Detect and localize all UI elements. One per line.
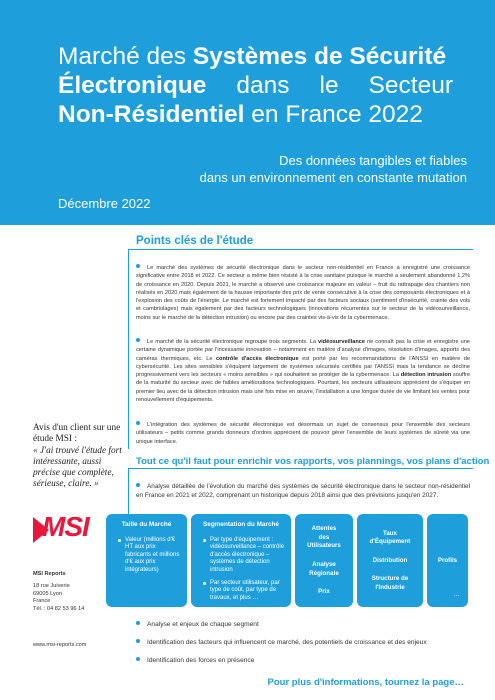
box-segmentation-title: Segmentation du Marché: [203, 521, 279, 528]
box-expectations-line-1: Attentes: [311, 525, 337, 533]
msi-logo: [33, 511, 89, 547]
key-points-vertical-rule: [128, 249, 129, 449]
title-line-1-part-2: Systèmes de Sécurité: [192, 43, 447, 70]
header-banner: [0, 0, 495, 225]
key-point-2-text-e: est porté par les recommandations de l'ANSSI en matière de cybersécurité. Les sites sensibles s'équipent largement de systèmes sécurisés certifiés par l'ANSSI mais la tendance se décline progressivement vers les secteurs « moins sensibles » qui souhaitent se protéger de la cybermenace. La: [136, 355, 470, 379]
bullet-icon: [136, 338, 140, 342]
box-regional-line-1: Analyse: [312, 561, 336, 568]
box-equipment-rate: [357, 514, 423, 607]
report-title: [58, 42, 453, 129]
more-indicator: …: [448, 590, 465, 603]
cta-divider: [128, 468, 473, 469]
bullet-icon: [136, 483, 140, 487]
cta-headline: Tout ce qu'il faut pour enrichir vos rapports, vos plannings, vos plans d'action: [136, 456, 490, 467]
key-point-1: [136, 264, 470, 322]
key-point-2-text-g: souffre de la maturité du secteur avec de faibles améliorations technologiques. Pourtant, les secteurs utilisateurs apprécient de s'équiper en premier lieu avec de la détection intrusion mais une fois mise en œuvre, l'installation a une longue durée de vie limitant les ventes pour renouvellement d'équipements.: [136, 372, 470, 404]
testimonial-intro: Avis d'un client sur une étude MSI :: [33, 423, 121, 445]
analysis-text: Analyse détaillée de l'évolution du marché des systèmes de sécurité électronique dans le secteur non-résidentiel en France en 2021 et 2022, comprenant un historique depuis 2018 ainsi que des prévisions jusqu'en 2027.: [136, 483, 470, 499]
box-price: Prix: [318, 588, 330, 596]
company-address-2: 69005 Lyon: [33, 590, 63, 597]
title-line-2-part-2: dans le Secteur: [206, 72, 453, 99]
key-point-2: [136, 338, 470, 404]
key-point-3: [136, 421, 470, 446]
key-point-2-bold-access: contrôle d'accès électronique: [215, 355, 299, 362]
list-item-3-text: Identification des forces en présence: [147, 657, 255, 664]
key-points-divider: [128, 249, 473, 250]
company-website[interactable]: www.msi-reports.com: [33, 642, 87, 648]
box-expectations-line-2: des: [318, 533, 330, 541]
key-points-title: Points clés de l'étude: [136, 235, 254, 247]
key-point-2-bold-video: vidéosurveillance: [318, 339, 365, 345]
box-market-size-title: Taille du Marché: [121, 521, 172, 528]
list-item-1-text: Analyse et enjeux de chaque segment: [147, 621, 259, 628]
bullet-icon: [136, 657, 140, 661]
company-info: [33, 571, 84, 613]
box-equipment-line-1: Taux: [383, 529, 397, 537]
box-user-expectations: [295, 514, 353, 607]
key-point-1-text: Le marché des systèmes de sécurité électronique dans le secteur non-résidentiel en France a enregistré une croissance significative entre 2018 et 2022. Ce secteur a même bien résisté à la crise sanitaire puisque le marché a seulement abandonné 1,2% de croissance en 2020. Depuis 2021, le marché a observé une croissance majeure en valeur – fruit du rattrapage des chantiers non réalisés en 2020 mais également de la hausse importante des prix de vente consécutive à la crise des composants électroniques et à l'explosion des coûts de l'énergie. Le marché est fortement impacté par des facteurs sociaux (sentiment d'insécurité, crainte des vols et cambriolages) mais également par des facteurs technologiques (innovations récurrentes sur le secteur de la vidéosurveillance, moins sur le marché de la détection intrusion) ou encore par des craintes vis-à-vis de la cybermenace.: [136, 265, 470, 321]
key-point-3-text: L'intégration des systèmes de sécurité électronique est désormais un sujet de consensus pour l'ensemble des secteurs utilisateurs – petits comme grands donneurs d'ordres apprécient de pouvoir gérer l'ensemble de leurs systèmes de sûreté via une unique interface.: [136, 422, 470, 445]
company-name: MSI Reports: [33, 571, 66, 577]
box-market-size-item: Valeur (millions d'€ HT aux prix fabricants et millions d'€ aux prix intégrateurs): [118, 537, 181, 575]
testimonial-quote: « J'ai trouvé l'étude fort intéressante, aussi précise que complète, sérieuse, claire. »: [33, 445, 122, 490]
key-point-2-text-c: ne connaît pas la crise et enregistre une certaine dynamique portée par l'incessante innovation – notamment en matière d'analyse d'images, résolution d'images, apports des caméras thermiques, etc. Le: [136, 339, 470, 362]
box-industry-line-2: l'Industrie: [375, 583, 405, 591]
subtitle-line-1: Des données tangibles et fiables: [279, 153, 467, 168]
box-industry-line-1: Structure de: [371, 575, 409, 583]
list-item-2: [136, 639, 470, 646]
turn-page-note: Pour plus d'informations, tournez la page…: [267, 677, 464, 688]
key-point-2-bold-intrusion: détection intrusion: [400, 372, 452, 379]
company-address-3: France: [33, 598, 51, 605]
bullet-icon: [136, 421, 140, 425]
key-point-2-text-a: Le marché de la sécurité électronique regroupe trois segments. La: [147, 339, 319, 345]
bullet-icon: [136, 639, 140, 643]
bullet-icon: [136, 264, 140, 268]
title-line-3-part-2: en France 2022: [244, 101, 423, 128]
box-equipment-line-2: d'Équipement: [369, 538, 411, 546]
box-expectations-line-3: Utilisateurs: [307, 542, 341, 550]
testimonial: [33, 423, 125, 491]
report-date: Décembre 2022: [58, 196, 151, 211]
company-phone: Tél. : 04 82 53 96 14: [33, 605, 85, 612]
bullet-icon: [136, 621, 140, 625]
title-line-3-part-1: Non-Résidentiel: [58, 101, 245, 128]
box-market-size-list: [112, 537, 181, 575]
analysis-paragraph: [136, 482, 470, 500]
box-segmentation-item-1: Par type d'équipement : vidéosurveillance – contrôle d'accès électronique – systèmes de détection intrusion: [203, 537, 285, 575]
list-item-1: [136, 621, 470, 628]
box-market-size: [106, 514, 187, 607]
subtitle: [167, 152, 467, 186]
box-profiles-label: Profils: [437, 556, 458, 564]
box-distribution: Distribution: [372, 556, 408, 564]
logo-text: MSI: [42, 511, 89, 542]
title-line-2-part-1: Électronique: [58, 72, 207, 99]
title-line-1-part-1: Marché des: [58, 43, 193, 70]
box-segmentation-item-2: Par secteur utilisateur, par type de coût, par type de travaux, et plus …: [203, 580, 285, 603]
subtitle-line-2: dans un environnement en constante mutation: [199, 170, 467, 185]
box-segmentation-list: [197, 537, 285, 603]
box-regional-line-2: Régionale: [309, 569, 339, 577]
box-segmentation: [191, 514, 291, 607]
list-item-3: [136, 657, 470, 664]
list-item-2-text: Identification des facteurs qui influencent ce marché, des potentiels de croissance et des enjeux: [147, 639, 427, 646]
company-address-1: 18 rue Juiverie: [33, 583, 70, 589]
